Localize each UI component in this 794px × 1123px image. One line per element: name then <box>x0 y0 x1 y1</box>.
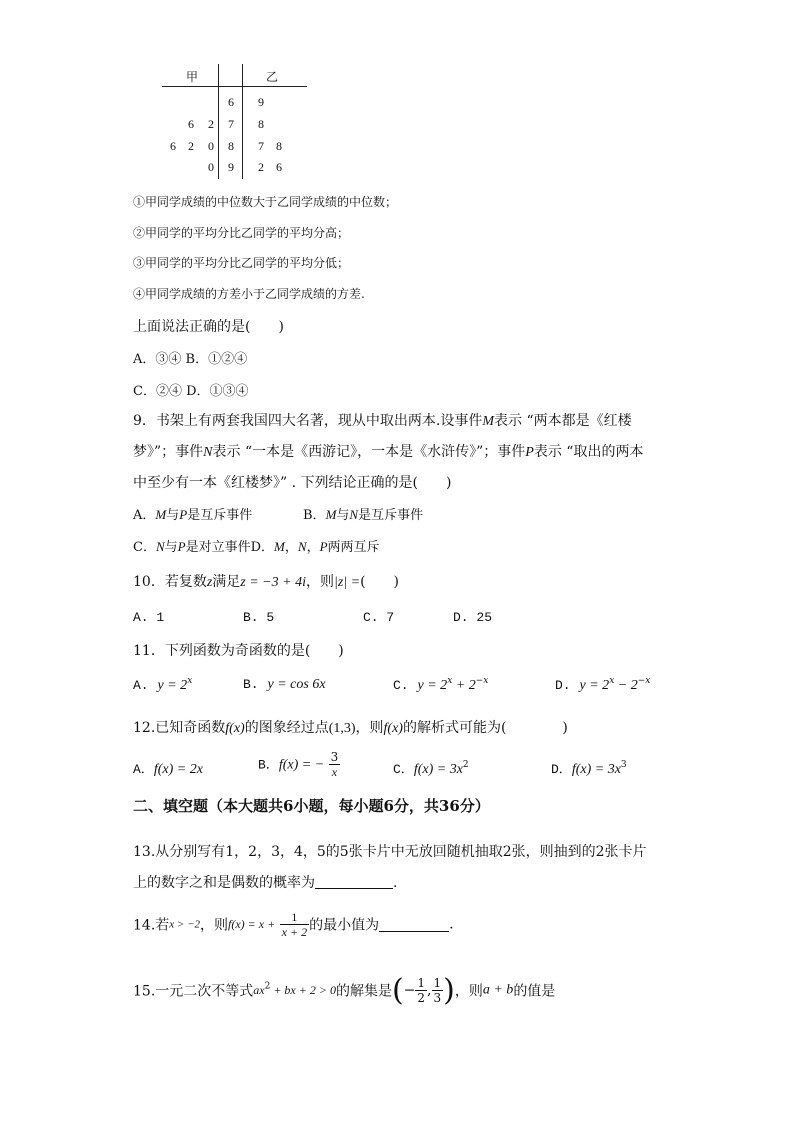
q12-option-b: B．f(x) = − $\frac{3}{x}$ <box>258 750 339 779</box>
fraction-1-over-x-plus-2: $\frac{1}{x + 2}$ <box>281 910 308 939</box>
q11-stem: 11．下列函数为奇函数的是( ) <box>133 643 344 659</box>
q10-option-c: C. 7 <box>363 610 395 625</box>
left-leaf: 6 <box>170 139 176 153</box>
q10-option-b: B. 5 <box>243 610 275 625</box>
stem-leaf-left-divider <box>218 64 219 179</box>
left-leaf: 2 <box>188 139 194 153</box>
fraction-1-over-2: $\frac{1}{2}$ <box>417 976 426 1005</box>
q9-option-a: A．M与P是互斥事件 <box>133 507 253 523</box>
fraction-3-over-x: $\frac{3}{x}$ <box>330 750 339 779</box>
left-leaf: 2 <box>208 117 214 131</box>
q9-option-c-d: C．N与P是对立事件D．M，N，P两两互斥 <box>133 539 380 555</box>
stem-leaf-header-rule <box>162 86 307 87</box>
q15: 15.一元二次不等式$ax^2$ + bx + 2 > 0的解集是(− $\frac{1}{2}$ , $\frac{1}{3}$ )，则a + b的值是 <box>133 973 556 1008</box>
answer-blank[interactable] <box>315 874 393 889</box>
q13-line-1: 13.从分别写有1，2，3，4，5的5张卡片中无放回随机抽取2张，则抽到的2张卡片 <box>133 844 647 860</box>
q8-options-line-1: A．③④ B．①②④ <box>133 352 248 367</box>
q9-line-3: 中至少有一本《红楼梦》” . 下列结论正确的是( ) <box>133 475 452 491</box>
stem-leaf-right-divider <box>242 64 243 179</box>
q10-option-a: A. 1 <box>133 610 165 625</box>
q11-option-b: B. y = cos 6x <box>243 677 326 692</box>
event-m-symbol: M <box>482 414 495 429</box>
q9-line-1: 9．书架上有两套我国四大名著，现从中取出两本.设事件M表示 “两本都是《红楼 <box>133 413 632 429</box>
stem-cell: 8 <box>228 139 234 153</box>
right-leaf: 8 <box>258 117 264 131</box>
q12-option-a: A．f(x) = 2x <box>133 762 203 777</box>
stem-leaf-plot <box>162 64 312 184</box>
q8-statement-4: ④甲同学成绩的方差小于乙同学成绩的方差. <box>133 287 365 301</box>
q12-option-c: C．$f(x) = 3x^2$ <box>393 760 469 777</box>
q11-option-a: A. $y = 2^x$ <box>133 676 193 693</box>
left-leaf: 6 <box>188 117 194 131</box>
stem-leaf-header-yi: 乙 <box>266 70 279 84</box>
q12-stem: 12.已知奇函数f(x)的图象经过点(1,3)，则f(x)的解析式可能为( ) <box>133 720 568 736</box>
stem-cell: 6 <box>228 95 234 109</box>
q8-statement-1: ①甲同学成绩的中位数大于乙同学成绩的中位数； <box>133 195 398 209</box>
q13-line-2: 上的数字之和是偶数的概率为 . <box>133 875 398 891</box>
stem-leaf-header-jia: 甲 <box>186 70 199 84</box>
stem-cell: 7 <box>228 117 234 131</box>
q10-option-d: D. 25 <box>453 610 493 625</box>
right-leaf: 9 <box>258 95 264 109</box>
q8-statement-2: ②甲同学的平均分比乙同学的平均分高； <box>133 226 350 240</box>
left-leaf: 0 <box>208 139 214 153</box>
q9-option-b: B．M与N是互斥事件 <box>303 507 424 523</box>
right-leaf: 2 <box>258 160 264 174</box>
fraction-1-over-3: $\frac{1}{3}$ <box>433 976 442 1005</box>
q10-stem: 10．若复数z满足z = −3 + 4i，则|z| =( ) <box>133 574 399 590</box>
q8-statement-3: ③甲同学的平均分比乙同学的平均分低； <box>133 256 350 270</box>
left-leaf: 0 <box>208 160 214 174</box>
q8-options-line-2: C．②④ D．①③④ <box>133 384 249 399</box>
q11-option-c: C. $y = 2^x + 2^{-x}$ <box>393 676 489 693</box>
right-leaf: 6 <box>276 160 282 174</box>
q11-option-d: D. $y = 2^x - 2^{-x}$ <box>555 676 651 693</box>
section-heading-fill-in: 二、填空题（本大题共6小题，每小题6分，共36分） <box>133 797 490 815</box>
q12-option-d: D．$f(x) = 3x^3$ <box>551 760 627 777</box>
q8-stem: 上面说法正确的是( ) <box>133 319 284 335</box>
right-leaf: 8 <box>276 139 282 153</box>
right-leaf: 7 <box>258 139 264 153</box>
stem-cell: 9 <box>228 160 234 174</box>
q9-line-2: 梦》”；事件N表示 “一本是《西游记》，一本是《水浒传》”；事件P表示 “取出的两本 <box>133 444 644 460</box>
answer-blank[interactable] <box>379 917 449 932</box>
q14: 14.若x > −2，则f(x) = x + $\frac{1}{x + 2}$ 的最小值为 . <box>133 910 454 939</box>
